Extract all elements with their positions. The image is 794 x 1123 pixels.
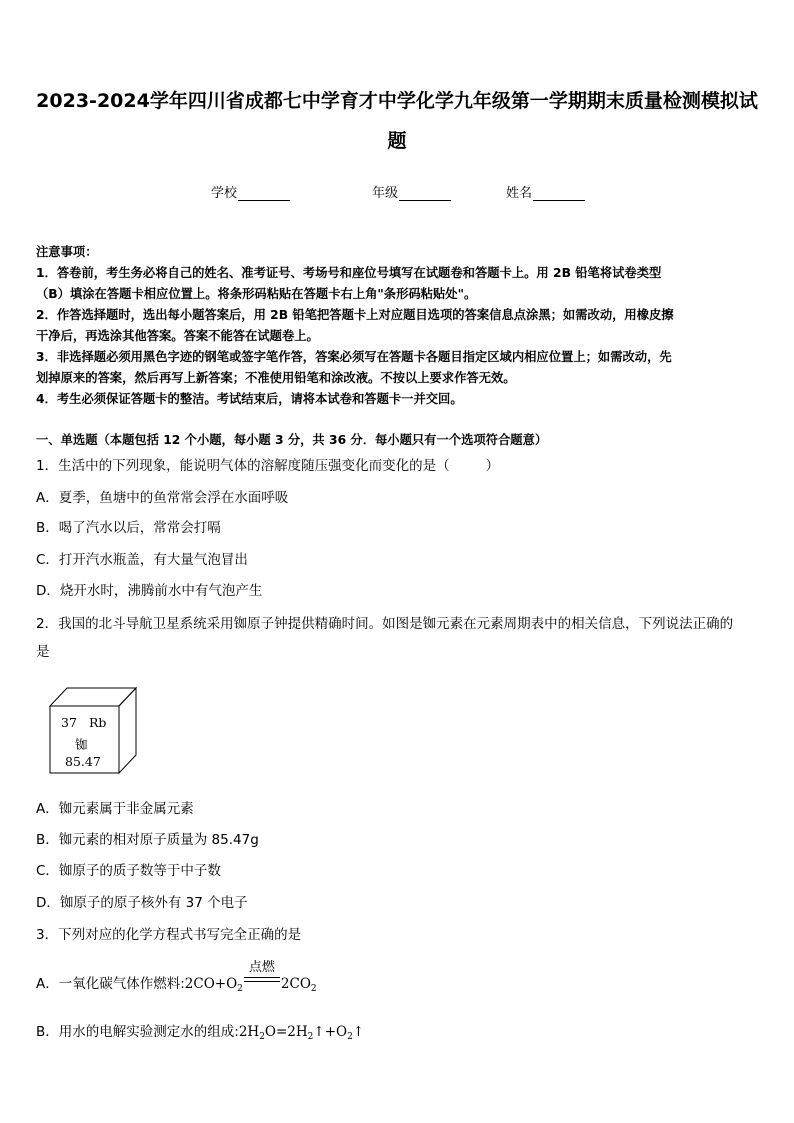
condition-text: 点燃 bbox=[248, 960, 275, 975]
equals-line-top bbox=[244, 977, 280, 978]
subscript: 2 bbox=[310, 984, 317, 994]
student-info-row bbox=[0, 178, 794, 202]
question-3-option-a bbox=[36, 960, 317, 999]
question-2-text-line-2: 是 bbox=[36, 644, 50, 660]
equals-line-bottom bbox=[244, 981, 280, 982]
notice-line: 2．作答选择题时，选出每小题答案后，用 2B 铅笔把答题卡上对应题目选项的答案信息点涂黑；如需改动，用橡皮擦 bbox=[36, 308, 674, 322]
notice-line: 3．非选择题必须用黑色字迹的钢笔或签字笔作答，答案必须写在答题卡各题目指定区域内相应位置上；如需改动，先 bbox=[36, 350, 672, 364]
notice-line: 干净后，再选涂其他答案。答案不能答在试题卷上。 bbox=[36, 329, 319, 343]
element-name: 铷 bbox=[75, 737, 88, 752]
question-3-stem: 3．下列对应的化学方程式书写完全正确的是 bbox=[36, 927, 302, 943]
question-2-option-c: C．铷原子的质子数等于中子数 bbox=[36, 863, 221, 879]
question-2-option-b: B．铷元素的相对原子质量为 85.47g bbox=[36, 832, 259, 848]
grade-blank bbox=[399, 188, 451, 201]
equation-b bbox=[239, 1024, 364, 1040]
notice-block bbox=[36, 242, 758, 410]
question-1-option-c: C．打开汽水瓶盖，有大量气泡冒出 bbox=[36, 552, 248, 568]
name-blank bbox=[533, 188, 585, 201]
atomic-number: 37 bbox=[61, 715, 77, 730]
option-b-label: B．用水的电解实验测定水的组成: bbox=[36, 1024, 239, 1040]
equation-a bbox=[184, 960, 317, 994]
element-card-rb bbox=[40, 686, 140, 776]
notice-heading: 注意事项： bbox=[36, 245, 98, 259]
question-2-option-a: A．铷元素属于非金属元素 bbox=[36, 801, 194, 817]
question-1-option-a: A．夏季，鱼塘中的鱼常常会浮在水面呼吸 bbox=[36, 490, 289, 506]
gas-arrow-icon: ↑ bbox=[352, 1024, 365, 1040]
school-field bbox=[211, 182, 290, 201]
page-title-line-1: 2023-2024学年四川省成都七中学育才中学化学九年级第一学期期末质量检测模拟试 bbox=[36, 90, 758, 112]
reaction-condition bbox=[244, 960, 280, 992]
question-2-option-d: D．铷原子的原子核外有 37 个电子 bbox=[36, 895, 248, 911]
name-label: 姓名 bbox=[506, 186, 533, 201]
answer-paren-close: ） bbox=[485, 458, 500, 474]
grade-field bbox=[372, 182, 451, 201]
subscript: 2 bbox=[237, 984, 243, 994]
atomic-mass: 85.47 bbox=[65, 754, 101, 769]
section-heading: 一、单选题（本题包括 12 个小题，每小题 3 分，共 36 分．每小题只有一个选项符合题意） bbox=[36, 433, 548, 447]
subscript: 2 bbox=[259, 1032, 265, 1042]
equation-b-part: ↑+O bbox=[313, 1024, 348, 1040]
option-a-label: A．一氧化碳气体作燃料: bbox=[36, 976, 185, 992]
notice-line: 划掉原来的答案，然后再写上新答案；不准使用铅笔和涂改液。不按以上要求作答无效。 bbox=[36, 371, 516, 385]
question-1-option-d: D．烧开水时，沸腾前水中有气泡产生 bbox=[36, 583, 263, 599]
equation-b-part: 2H bbox=[238, 1024, 260, 1040]
question-2-stem bbox=[36, 610, 758, 666]
question-1-stem bbox=[36, 452, 758, 480]
question-1-option-b: B．喝了汽水以后，常常会打嗝 bbox=[36, 520, 221, 536]
grade-label: 年级 bbox=[372, 186, 399, 201]
name-field bbox=[506, 182, 585, 201]
equation-a-reactants: 2CO+O bbox=[184, 976, 238, 992]
subscript: 2 bbox=[347, 1032, 353, 1042]
equation-b-part: O=2H bbox=[264, 1024, 308, 1040]
equation-a-product: 2CO bbox=[280, 976, 311, 992]
element-symbol: Rb bbox=[89, 715, 107, 730]
question-3-option-b bbox=[36, 1022, 364, 1047]
question-1-text: 1．生活中的下列现象，能说明气体的溶解度随压强变化而变化的是（ bbox=[36, 458, 450, 474]
notice-line: 4．考生必须保证答题卡的整洁。考试结束后，请将本试卷和答题卡一并交回。 bbox=[36, 392, 463, 406]
school-blank bbox=[238, 188, 290, 201]
notice-line: （B）填涂在答题卡相应位置上。将条形码粘贴在答题卡右上角"条形码粘贴处"。 bbox=[36, 287, 477, 301]
school-label: 学校 bbox=[211, 186, 238, 201]
notice-line: 1．答卷前，考生务必将自己的姓名、准考证号、考场号和座位号填写在试题卷和答题卡上。用 2B 铅笔将试卷类型 bbox=[36, 266, 662, 280]
subscript: 2 bbox=[307, 1032, 314, 1042]
page-title-line-2: 题 bbox=[387, 130, 407, 152]
question-2-text-line-1: 2．我国的北斗导航卫星系统采用铷原子钟提供精确时间。如图是铷元素在元素周期表中的相关信息，下列说法正确的 bbox=[36, 616, 734, 632]
